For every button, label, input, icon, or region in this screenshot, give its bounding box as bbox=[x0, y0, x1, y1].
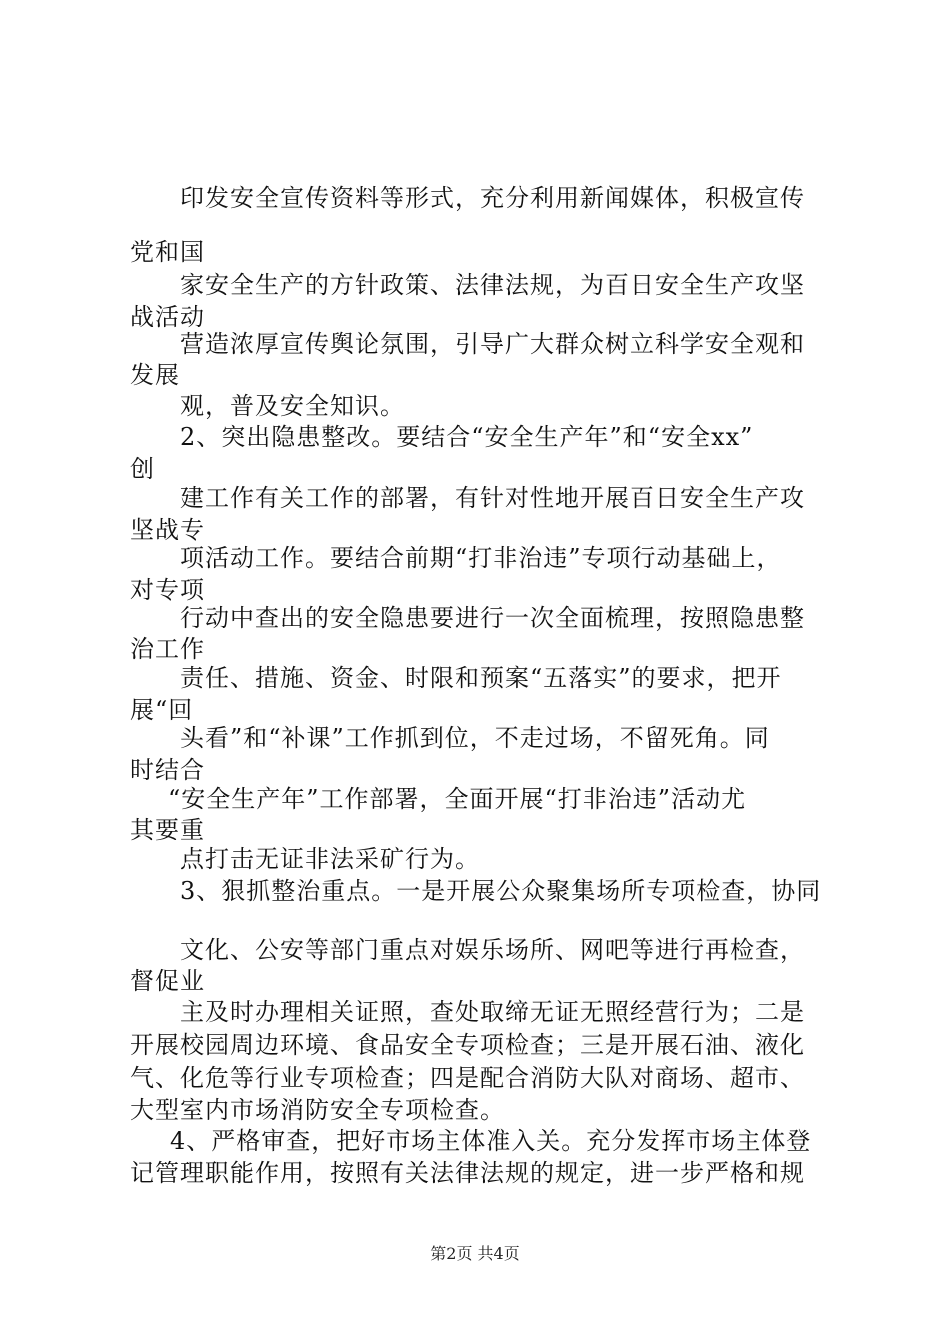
text-line-17: 展“回 bbox=[130, 696, 194, 724]
text-line-5: 营造浓厚宣传舆论氛围，引导广大群众树立科学安全观和 bbox=[180, 330, 805, 358]
text-line-14: 行动中查出的安全隐患要进行一次全面梳理，按照隐患整 bbox=[180, 604, 805, 632]
text-line-21: 其要重 bbox=[130, 816, 205, 844]
text-line-29: 大型室内市场消防安全专项检查。 bbox=[130, 1096, 505, 1124]
text-line-28: 气、化危等行业专项检查；四是配合消防大队对商场、超市、 bbox=[130, 1064, 805, 1092]
text-line-4: 战活动 bbox=[130, 303, 205, 331]
text-line-27: 开展校园周边环境、食品安全专项检查；三是开展石油、液化 bbox=[130, 1031, 805, 1059]
text-line-8: 2、突出隐患整改。要结合“安全生产年”和“安全xx” bbox=[180, 423, 754, 451]
text-line-30: 4、严格审查，把好市场主体准入关。充分发挥市场主体登 bbox=[170, 1127, 812, 1155]
text-line-23: 3、狠抓整治重点。一是开展公众聚集场所专项检查，协同 bbox=[180, 877, 822, 905]
text-line-20: “安全生产年”工作部署，全面开展“打非治违”活动尤 bbox=[168, 785, 747, 813]
text-line-26: 主及时办理相关证照，查处取缔无证无照经营行为；二是 bbox=[180, 998, 805, 1026]
text-line-2: 党和国 bbox=[130, 238, 205, 266]
text-line-9: 创 bbox=[130, 455, 155, 483]
text-line-31: 记管理职能作用，按照有关法律法规的规定，进一步严格和规 bbox=[130, 1159, 805, 1187]
text-line-1: 印发安全宣传资料等形式，充分利用新闻媒体，积极宣传 bbox=[180, 184, 805, 212]
text-line-10: 建工作有关工作的部署，有针对性地开展百日安全生产攻 bbox=[180, 484, 805, 512]
text-line-15: 治工作 bbox=[130, 635, 205, 663]
text-line-6: 发展 bbox=[130, 361, 180, 389]
text-line-24: 文化、公安等部门重点对娱乐场所、网吧等进行再检查， bbox=[180, 936, 805, 964]
text-line-3: 家安全生产的方针政策、法律法规，为百日安全生产攻坚 bbox=[180, 271, 805, 299]
text-line-13: 对专项 bbox=[130, 576, 205, 604]
text-line-18: 头看”和“补课”工作抓到位，不走过场，不留死角。同 bbox=[180, 724, 770, 752]
text-line-7: 观，普及安全知识。 bbox=[180, 392, 405, 420]
text-line-12: 项活动工作。要结合前期“打非治违”专项行动基础上， bbox=[180, 544, 782, 572]
text-line-16: 责任、措施、资金、时限和预案“五落实”的要求，把开 bbox=[180, 664, 782, 692]
page-number-footer: 第2页 共4页 bbox=[430, 1244, 520, 1263]
text-line-19: 时结合 bbox=[130, 756, 205, 784]
text-line-11: 坚战专 bbox=[130, 516, 205, 544]
text-line-22: 点打击无证非法采矿行为。 bbox=[180, 845, 480, 873]
text-line-25: 督促业 bbox=[130, 967, 205, 995]
